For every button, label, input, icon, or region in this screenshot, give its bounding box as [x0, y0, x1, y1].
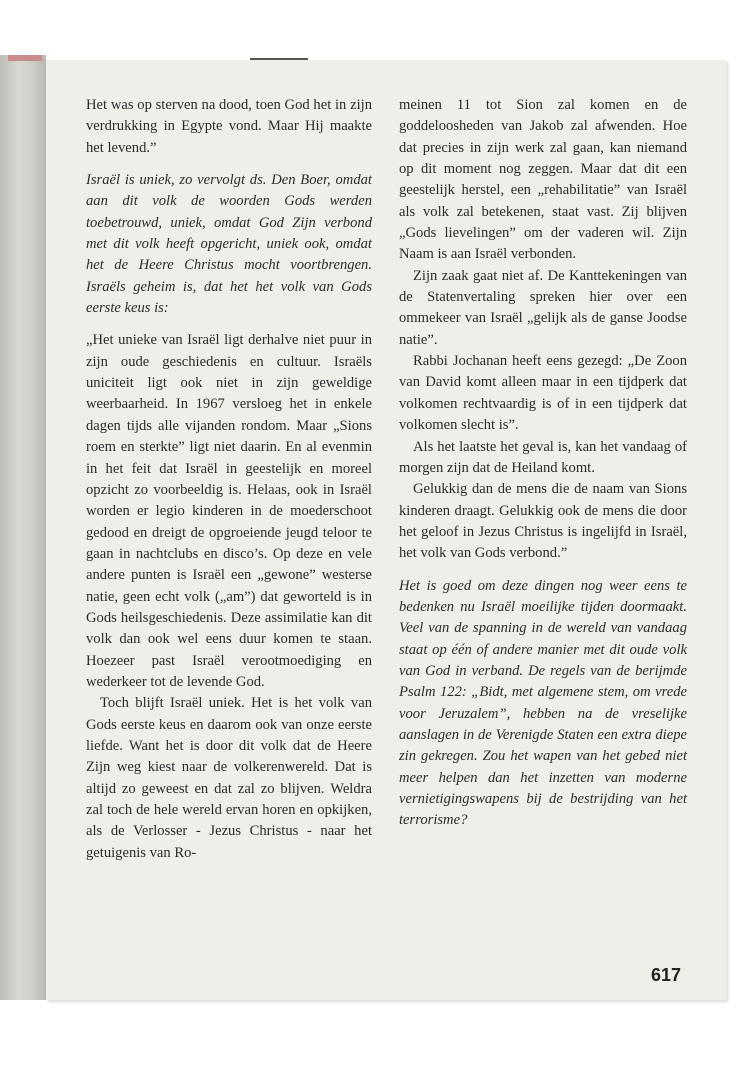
right-paragraph-1: meinen 11 tot Sion zal komen en de goddeloosheden van Jakob zal afwenden. Hoe dat precies in zijn werk zal gaan, kan niemand op dit moment nog zeggen. Maar dat dit een geestelijk herstel, een „rehabilitatie” van Israël als volk zal betekenen, staat vast. Zij blijven „Gods lievelingen” om der vaderen wil. Zijn Naam is aan Israël verbonden. [399, 97, 687, 263]
right-paragraph-6-italic: Het is goed om deze dingen nog weer eens te bedenken nu Israël moeilijke tijden doormaakt. Veel van de spanning in de wereld van vandaag staat op één of andere manier met dit oude volk van God in verband. De regels van de berijmde Psalm 122: „Bidt, met algemene stem, om vrede voor Jeruzalem”, hebben na de vreselijke aanslagen in de Verenigde Staten een extra diepe zin gekregen. Zou het wapen van het gebed niet meer helpen dan het inzetten van moderne vernietigingswapens bij de bestrijding van het terrorisme? [399, 577, 687, 829]
right-paragraph-4: Als het laatste het geval is, kan het vandaag of morgen zijn dat de Heiland komt. [399, 438, 687, 476]
right-paragraph-3: Rabbi Jochanan heeft eens gezegd: „De Zoon van David komt alleen maar in een tijdperk dat volkomen rechtvaardig is of in een tijdperk dat volkomen slecht is”. [399, 353, 687, 434]
right-column [399, 95, 687, 832]
spine-edge-mark [8, 55, 42, 61]
right-paragraph-5: Gelukkig dan de mens die de naam van Sions kinderen draagt. Gelukkig ook de mens die door het geloof in Jezus Christus is ingelijfd in Israël, het volk van Gods verbond.” [399, 481, 687, 562]
right-paragraph-2: Zijn zaak gaat niet af. De Kanttekeningen van de Statenvertaling spreken hier over een ommekeer van Israël „gelijk als de ganse Joodse natie”. [399, 267, 687, 348]
top-rule-mark [250, 58, 308, 60]
left-paragraph-4: Toch blijft Israël uniek. Het is het volk van Gods eerste keus en daarom ook van onze eerste liefde. Want het is door dit volk dat de Heere Zijn weg kiest naar de volkerenwereld. Dat is altijd zo geweest en dat zal zo blijven. Weldra zal toch de hele wereld ervan horen en opkijken, als de Verlosser - Jezus Christus - naar het getuigenis van Ro- [86, 695, 372, 861]
left-paragraph-1: Het was op sterven na dood, toen God het in zijn verdrukking in Egypte vond. Maar Hij maakte het levend.” [86, 97, 372, 156]
left-paragraph-3-quote: „Het unieke van Israël ligt derhalve niet puur in zijn oude geschiedenis en cultuur. Israëls uniciteit ligt ook niet in zijn geweldige weerbaarheid. In 1967 versloeg het in enkele dagen tijds alle vijanden rondom. Maar „Sions roem en sterkte” ligt niet daarin. En al evenmin in het feit dat Israël in geestelijk en moreel opzicht zo voorbeeldig is. Helaas, ook in Israël worden er legio kinderen in de moederschoot gedood en dreigt de opgroeiende jeugd teloor te gaan in nachtclubs en disco’s. Op deze en vele andere punten is Israël een „gewone” westerse natie, geen echt volk („am”) dat geworteld is in Gods heilsgeschiedenis. Deze assimilatie kan dit volk dan ook wel eens duur komen te staan. Hoezeer past Israël verootmoediging en wederkeer tot de levende God. [86, 332, 372, 690]
book-spine [0, 55, 46, 1000]
left-column [86, 95, 372, 864]
left-paragraph-2-italic: Israël is uniek, zo vervolgt ds. Den Boer, omdat aan dit volk de woorden Gods werden toebetrouwd, uniek, omdat God Zijn verbond met dit volk heeft opgericht, uniek ook, omdat het de Heere Christus mocht voortbrengen. Israëls geheim is, dat het het volk van Gods eerste keus is: [86, 172, 372, 317]
page-number: 617 [651, 965, 682, 985]
